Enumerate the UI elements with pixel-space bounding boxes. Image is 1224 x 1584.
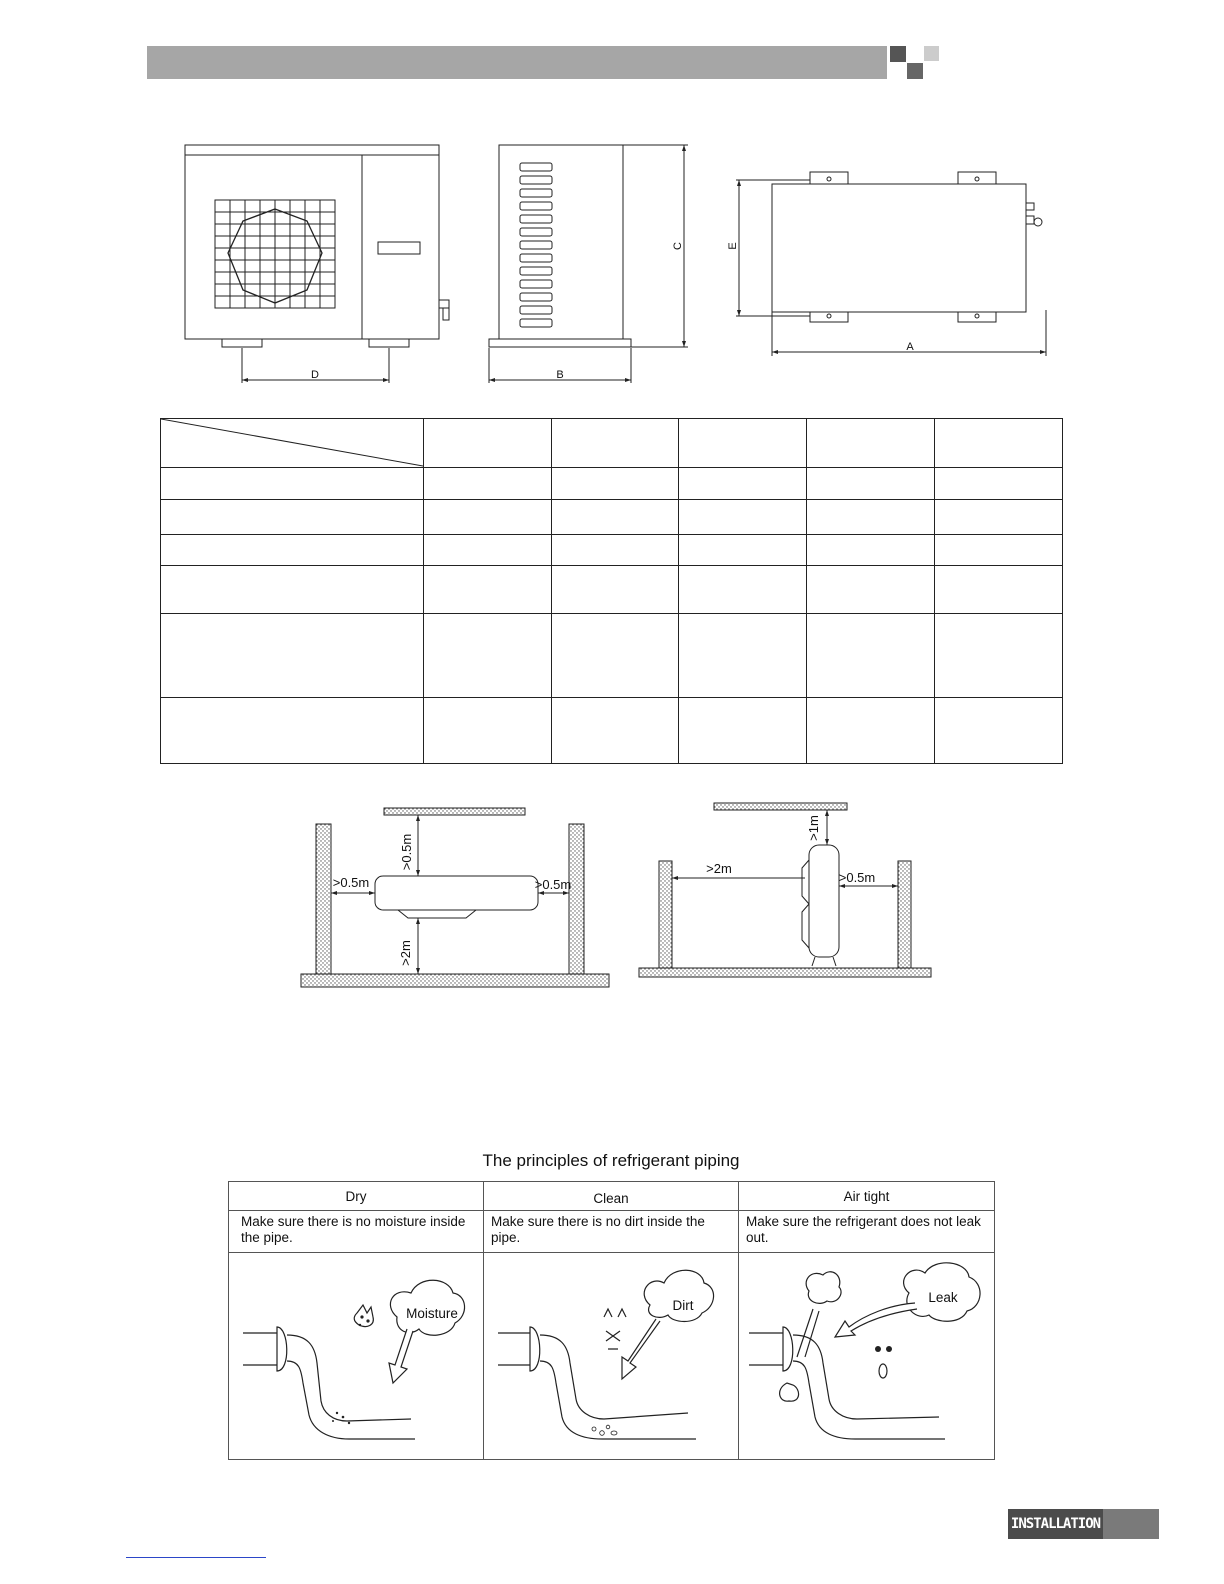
- clearance-label: >0.5m: [332, 875, 370, 890]
- clearance-diagrams-svg: [0, 790, 1224, 1000]
- front-label-plate: [378, 242, 420, 254]
- principle-heading-clean: Clean: [484, 1182, 739, 1211]
- table-cell: [935, 419, 1063, 468]
- table-cell: [935, 500, 1063, 535]
- table-cell: [424, 614, 552, 698]
- table-cell: [807, 614, 935, 698]
- table-row: [161, 698, 1063, 764]
- table-cell: [161, 500, 424, 535]
- table-cell: [807, 566, 935, 614]
- pipe-moisture-illustration: [229, 1253, 483, 1459]
- clearance-diagrams: [0, 790, 1224, 1000]
- dim-label-e: E: [727, 242, 739, 250]
- table-cell: [552, 468, 679, 500]
- top-body: [772, 184, 1026, 312]
- callout-dirt: Dirt: [672, 1298, 694, 1313]
- table-cell: [679, 566, 807, 614]
- floor-block: [301, 974, 609, 987]
- clearance-label: >2m: [398, 940, 413, 966]
- clearance-label: >0.5m: [838, 870, 876, 885]
- clearance-label: >1m: [806, 815, 821, 841]
- table-cell: [807, 535, 935, 566]
- side-body: [499, 145, 623, 339]
- table-row: [161, 614, 1063, 698]
- table-cell: [424, 566, 552, 614]
- principle-heading-airtight: Air tight: [739, 1182, 995, 1211]
- pipe-dirt-illustration: [484, 1253, 738, 1459]
- table-cell: [424, 419, 552, 468]
- front-body: [185, 155, 439, 339]
- ceiling-block: [384, 808, 525, 815]
- right-wall: [569, 824, 584, 974]
- table-row: [161, 468, 1063, 500]
- table-row: [229, 1182, 995, 1211]
- dim-label-b: B: [556, 369, 564, 381]
- table-cell: [679, 419, 807, 468]
- dimension-drawings-svg: [0, 0, 1224, 400]
- principle-desc-airtight: Make sure the refrigerant does not leak out.: [739, 1211, 995, 1253]
- principle-illustration-clean: [484, 1253, 739, 1460]
- table-cell: [679, 500, 807, 535]
- clearance-label: >2m: [706, 861, 732, 876]
- table-cell: [807, 500, 935, 535]
- principle-illustration-dry: [229, 1253, 484, 1460]
- callout-moisture: Moisture: [406, 1306, 458, 1321]
- section-tag: INSTALLATION: [1008, 1509, 1103, 1539]
- table-row: [229, 1211, 995, 1253]
- dimension-spec-table: [160, 418, 1063, 764]
- dim-label-c: C: [672, 242, 684, 250]
- principle-heading-dry: Dry: [229, 1182, 484, 1211]
- table-cell: [935, 535, 1063, 566]
- table-cell: [807, 419, 935, 468]
- table-cell: [679, 535, 807, 566]
- table-cell: [161, 468, 424, 500]
- table-cell: [424, 698, 552, 764]
- table-cell: [552, 535, 679, 566]
- table-cell: [552, 419, 679, 468]
- dim-label-d: D: [311, 369, 319, 381]
- indoor-unit: [375, 876, 538, 910]
- table-cell: [552, 566, 679, 614]
- principle-desc-dry: Make sure there is no moisture inside the pipe.: [229, 1211, 484, 1253]
- dimension-drawings: [0, 0, 1224, 400]
- table-cell: [679, 468, 807, 500]
- table-cell: [161, 535, 424, 566]
- table-row: [161, 419, 1063, 468]
- table-row: [161, 566, 1063, 614]
- table-cell: [935, 614, 1063, 698]
- table-cell: [161, 698, 424, 764]
- table-row: [229, 1253, 995, 1460]
- table-cell: [935, 698, 1063, 764]
- clearance-label: >0.5m: [534, 877, 572, 892]
- table-cell: [161, 614, 424, 698]
- side-base: [489, 339, 631, 347]
- dim-label-a: A: [906, 341, 914, 353]
- callout-leak: Leak: [928, 1290, 958, 1305]
- principles-table: [228, 1181, 995, 1460]
- table-row: [161, 535, 1063, 566]
- floor-block: [639, 968, 931, 977]
- table-cell: [424, 468, 552, 500]
- left-wall: [316, 824, 331, 974]
- table-cell: [552, 698, 679, 764]
- table-cell: [679, 698, 807, 764]
- table-cell: [935, 566, 1063, 614]
- footer-bar: [1103, 1509, 1159, 1539]
- table-cell: [552, 614, 679, 698]
- left-wall: [659, 861, 672, 968]
- table-cell: [161, 566, 424, 614]
- indoor-unit: [809, 845, 839, 957]
- table-row: [161, 500, 1063, 535]
- table-cell: [424, 535, 552, 566]
- table-cell: [424, 500, 552, 535]
- ceiling-block: [714, 803, 847, 810]
- dirt-cloud: [644, 1270, 713, 1321]
- principle-desc-clean: Make sure there is no dirt inside the pipe.: [484, 1211, 739, 1253]
- principle-illustration-airtight: [739, 1253, 995, 1460]
- front-top-panel: [185, 145, 439, 155]
- clearance-label: >0.5m: [399, 833, 414, 871]
- table-cell: [807, 698, 935, 764]
- table-cell: [935, 468, 1063, 500]
- table-cell: [552, 500, 679, 535]
- table-cell: [807, 468, 935, 500]
- footer-link-underline: [126, 1557, 266, 1558]
- principles-title: The principles of refrigerant piping: [482, 1151, 740, 1170]
- right-wall: [898, 861, 911, 968]
- table-corner-cell: [161, 419, 424, 468]
- pipe-leak-illustration: [739, 1253, 994, 1459]
- table-cell: [679, 614, 807, 698]
